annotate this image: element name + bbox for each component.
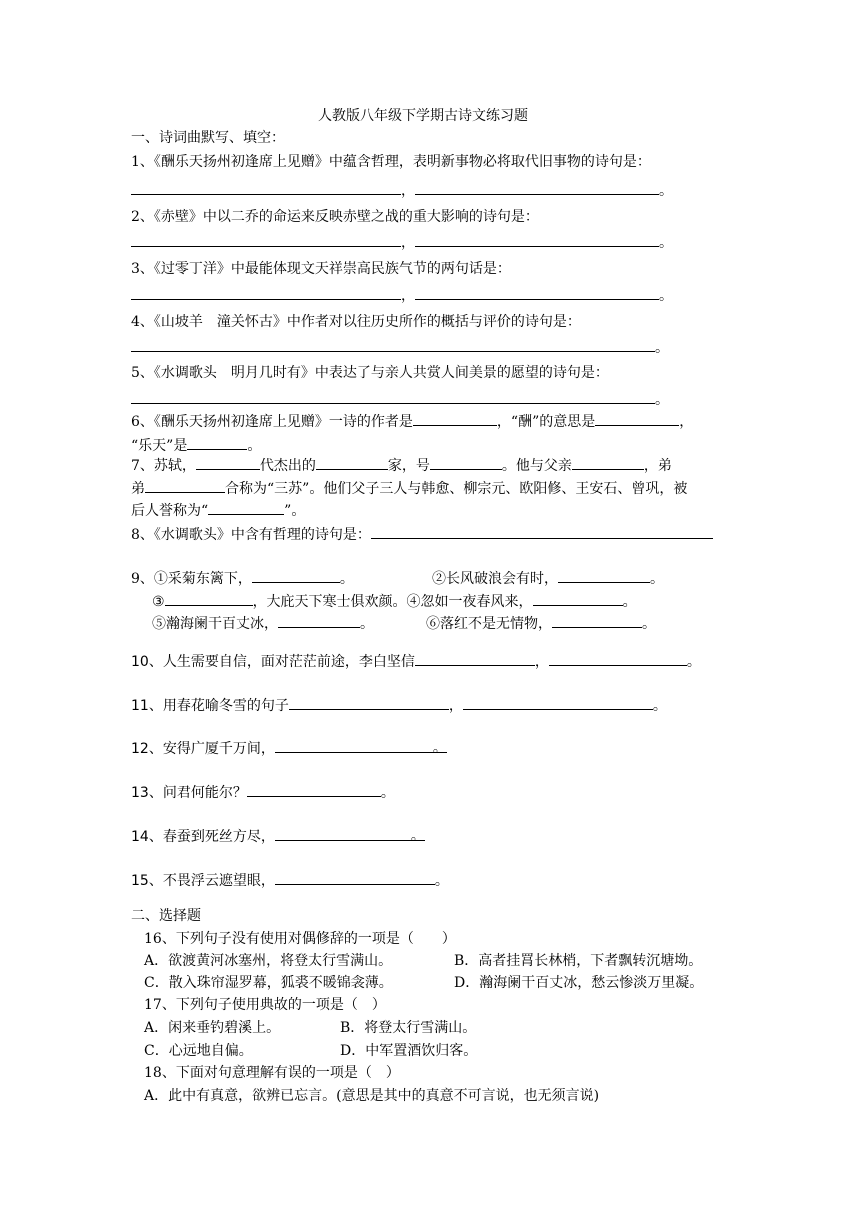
question-7-text: 家，号 — [387, 458, 430, 474]
question-14-text: 、春蚕到死丝方尽， — [148, 829, 275, 845]
question-6-text: 6、《酬乐天扬州初逢席上见赠》一诗的作者是 — [131, 414, 413, 430]
question-17-option-b[interactable]: B．将登太行雪满山。 — [340, 1020, 477, 1036]
answer-blank[interactable] — [208, 500, 284, 515]
question-7-text: ”。 — [284, 503, 306, 519]
period: 。 — [686, 654, 701, 670]
comma: ， — [401, 183, 415, 199]
answer-blank[interactable] — [278, 613, 360, 628]
answer-blank[interactable] — [275, 738, 447, 756]
answer-blank[interactable] — [430, 455, 502, 470]
answer-blank[interactable] — [145, 478, 225, 493]
question-7-line-1 — [131, 455, 672, 476]
section-heading-1: 一、诗词曲默写、填空： — [131, 130, 285, 146]
period: 。 — [339, 571, 354, 587]
question-13-line — [131, 782, 395, 803]
answer-blank[interactable] — [316, 455, 388, 470]
question-2-prompt: 2、《赤壁》中以二乔的命运来反映赤壁之战的重大影响的诗句是： — [131, 209, 539, 225]
question-9-text: ②长风破浪会有时， — [432, 571, 558, 587]
question-6-line-2 — [131, 435, 261, 456]
answer-blank[interactable] — [572, 455, 644, 470]
period: 。 — [659, 183, 673, 199]
period: 。 — [622, 594, 637, 610]
question-7-line-3 — [131, 500, 305, 521]
question-9-row-3b — [426, 613, 656, 634]
question-11-line — [131, 695, 667, 716]
question-7-text: 。他与父亲 — [501, 458, 572, 474]
period: 。 — [659, 288, 673, 304]
question-7-text: 代杰出的 — [259, 458, 316, 474]
question-number: 14 — [131, 829, 149, 845]
answer-blank[interactable] — [371, 524, 713, 539]
answer-blank[interactable] — [289, 695, 449, 710]
question-6-text: ，“酬”的意思是 — [496, 414, 596, 430]
question-1-prompt: 1、《酬乐天扬州初逢席上见赠》中蕴含哲理，表明新事物必将取代旧事物的诗句是： — [131, 154, 651, 170]
answer-blank[interactable] — [252, 568, 340, 583]
question-3-prompt: 3、《过零丁洋》中最能体现文天祥崇高民族气节的两句话是： — [131, 261, 511, 277]
question-13-text: 、问君何能尔？ — [148, 785, 247, 801]
answer-blank[interactable] — [549, 651, 687, 666]
question-14-line — [131, 826, 425, 847]
question-17-option-d[interactable]: D．中军置酒饮归客。 — [340, 1043, 478, 1059]
question-17-option-a[interactable]: A．闲来垂钓碧溪上。 — [144, 1020, 281, 1036]
answer-blank[interactable] — [131, 337, 655, 352]
period: 。 — [434, 873, 449, 889]
question-6-text: “乐天”是 — [131, 438, 188, 454]
comma: ， — [448, 698, 463, 714]
question-8-line — [131, 524, 713, 545]
answer-blank[interactable] — [415, 285, 659, 300]
question-17-option-c[interactable]: C．心远地自偏。 — [144, 1043, 253, 1059]
answer-blank[interactable] — [196, 455, 260, 470]
question-10-text: 、人生需要自信，面对茫茫前途，李白坚信 — [148, 654, 415, 670]
question-3-answer-line — [131, 285, 673, 306]
question-16-option-b[interactable]: B．高者挂罥长林梢，下者飘转沉塘坳。 — [454, 953, 703, 969]
question-4-answer-line — [131, 337, 669, 358]
question-9-row-3 — [152, 613, 374, 634]
comma: ， — [401, 235, 415, 251]
question-number: 12 — [131, 741, 149, 757]
question-18-option-a[interactable]: A．此中有真意，欲辨已忘言。(意思是其中的真意不可言说，也无须言说) — [144, 1088, 600, 1104]
answer-blank[interactable] — [247, 782, 381, 797]
question-9-text: ⑤瀚海阑干百丈冰， — [152, 616, 278, 632]
question-9-row-1 — [131, 568, 354, 589]
question-16-stem: 16、下列句子没有使用对偶修辞的一项是（ ） — [144, 931, 456, 947]
answer-blank[interactable] — [595, 411, 679, 426]
answer-blank[interactable] — [131, 389, 655, 404]
question-9-text: ③ — [152, 594, 165, 610]
question-9-row-1b — [432, 568, 664, 589]
comma: ， — [679, 414, 694, 430]
answer-blank[interactable] — [415, 232, 659, 247]
answer-blank[interactable] — [165, 591, 253, 606]
question-9-text: 9、①采菊东篱下， — [131, 571, 252, 587]
question-12-line — [131, 738, 447, 759]
period: 。 — [380, 785, 395, 801]
question-15-line — [131, 870, 449, 891]
period: 。 — [652, 698, 667, 714]
question-number: 15 — [131, 873, 149, 889]
comma: ， — [401, 288, 415, 304]
question-9-row-2 — [152, 591, 637, 612]
question-16-option-d[interactable]: D．瀚海阑干百丈冰，愁云惨淡万里凝。 — [454, 975, 704, 991]
question-5-answer-line — [131, 389, 669, 410]
question-7-line-2 — [131, 478, 687, 499]
answer-blank[interactable] — [415, 651, 535, 666]
question-number: 13 — [131, 785, 149, 801]
answer-blank[interactable] — [131, 232, 401, 247]
question-11-text: 、用春花喻冬雪的句子 — [148, 698, 289, 714]
page-title: 人教版八年级下学期古诗文练习题 — [318, 108, 528, 124]
question-15-text: 、不畏浮云遮望眼， — [148, 873, 275, 889]
answer-blank[interactable] — [463, 695, 653, 710]
section-heading-2: 二、选择题 — [131, 908, 201, 924]
answer-blank[interactable] — [413, 411, 497, 426]
question-7-text: ，弟 — [643, 458, 672, 474]
answer-blank[interactable] — [558, 568, 650, 583]
question-7-text: 合称为“三苏”。他们父子三人与韩愈、柳宗元、欧阳修、王安石、曾巩，被 — [225, 481, 688, 497]
question-10-line — [131, 651, 701, 672]
answer-blank[interactable] — [552, 613, 642, 628]
question-7-text: 后人誉称为“ — [131, 503, 209, 519]
question-9-text: ⑥落红不是无情物， — [426, 616, 552, 632]
answer-blank[interactable] — [131, 180, 401, 195]
answer-blank[interactable] — [275, 826, 425, 844]
period: 。 — [650, 571, 664, 587]
question-number: 11 — [131, 698, 149, 714]
period: 。 — [432, 740, 447, 756]
period: 。 — [360, 616, 374, 632]
period: 。 — [642, 616, 656, 632]
answer-blank[interactable] — [275, 870, 435, 885]
question-1-answer-line — [131, 180, 673, 201]
question-6-line-1 — [131, 411, 693, 432]
question-7-text: 7、苏轼， — [131, 458, 196, 474]
question-2-answer-line — [131, 232, 673, 253]
period: 。 — [659, 235, 673, 251]
period: 。 — [410, 828, 425, 844]
answer-blank[interactable] — [533, 591, 623, 606]
question-8-text: 8、《水调歌头》中含有哲理的诗句是： — [131, 527, 371, 543]
answer-blank[interactable] — [131, 285, 401, 300]
answer-blank[interactable] — [187, 435, 247, 450]
answer-blank[interactable] — [415, 180, 659, 195]
question-4-prompt: 4、《山坡羊 潼关怀古》中作者对以往历史所作的概括与评价的诗句是： — [131, 314, 581, 330]
question-7-text: 弟 — [131, 481, 145, 497]
question-5-prompt: 5、《水调歌头 明月几时有》中表达了与亲人共赏人间美景的愿望的诗句是： — [131, 365, 609, 381]
question-18-stem: 18、下面对句意理解有误的一项是（ ） — [144, 1065, 400, 1081]
question-16-option-a[interactable]: A．欲渡黄河冰塞州，将登太行雪满山。 — [144, 953, 393, 969]
period: 。 — [247, 438, 262, 454]
comma: ， — [534, 654, 549, 670]
period: 。 — [655, 340, 669, 356]
question-number: 10 — [131, 654, 149, 670]
question-16-option-c[interactable]: C．散入珠帘湿罗幕，狐裘不暖锦衾薄。 — [144, 975, 393, 991]
question-12-text: 、安得广厦千万间， — [148, 741, 275, 757]
period: 。 — [655, 392, 669, 408]
question-17-stem: 17、下列句子使用典故的一项是（ ） — [144, 997, 386, 1013]
question-9-text: ，大庇天下寒士俱欢颜。④忽如一夜春风来， — [252, 594, 533, 610]
